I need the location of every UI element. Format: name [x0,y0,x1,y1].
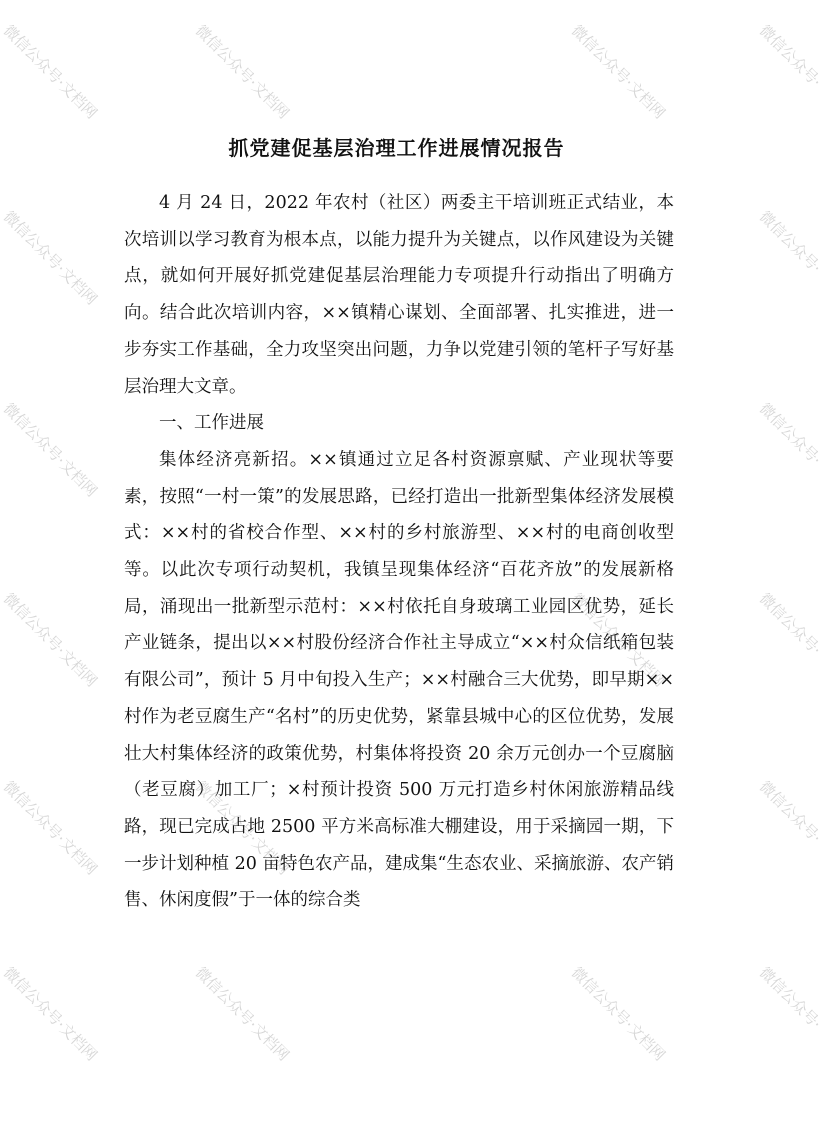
watermark-text: 微信公众号·文档网 [567,589,669,691]
watermark-text: 微信公众号· [755,589,825,659]
watermark-text: 微信公众号·文档网 [191,777,293,879]
watermark-text: 微信公众号·文档网 [191,21,293,123]
paragraph-intro: 4 月 24 日，2022 年农村（社区）两委主干培训班正式结业，本次培训以学习教育为根本点，以能力提升为关键点，以作风建设为关键点，就如何开展好抓党建促基层治理能力专项提升行动指出了明确方向。结合此次培训内容，××镇精心谋划、全面部署、扎实推进，进一步夯实工作基础，全力攻坚突出问题，力争以党建引领的笔杆子写好基层治理大文章。 [124,193,674,397]
document-body [124,185,674,919]
document-title: 抓党建促基层治理工作进展情况报告 [228,136,565,160]
section-heading: 一、工作进展 [159,413,264,434]
watermark-text: 微信公众号·文档网 [0,777,101,879]
watermark-text: 微信公众号·文档网 [0,21,101,123]
paragraph-collective-economy: 集体经济亮新招。××镇通过立足各村资源禀赋、产业现状等要素，按照“一村一策”的发展思路，已经打造出一批新型集体经济发展模式：××村的省校合作型、××村的乡村旅游型、××村的电商创收型等。以此次专项行动契机，我镇呈现集体经济“百花齐放”的发展新格局，涌现出一批新型示范村：××村依托自身玻璃工业园区优势，延长产业链条，提出以××村股份经济合作社主导成立“××村众信纸箱包装有限公司”，预计 5 月中旬投入生产；××村融合三大优势，即早期××村作为老豆腐生产“名村”的历史优势，紧靠县城中心的区位优势，发展壮大村集体经济的政策优势，村集体将投资 20 余万元创办一个豆腐脑（老豆腐）加工厂；×村预计投资 500 万元打造乡村休闲旅游精品线路，现已完成占地 2500 平方米高标准大棚建设，用于采摘园一期，下一步计划种植 20 亩特色农产品，建成集“生态农业、采摘旅游、农产销售、休闲度假”于一体的综合类 [124,449,674,911]
watermark-text: 微信公众号· [755,21,825,91]
watermark-text: 微信公众号·文档网 [0,589,101,691]
watermark-text: 微信公众号·文档网 [0,399,101,501]
watermark-text: 微信公众号· [755,207,825,277]
watermark-text: 微信公众号· [755,777,825,847]
watermark-text: 微信公众号·文档网 [567,963,669,1065]
watermark-text: 微信公众号· [755,963,825,1033]
watermark-text: 微信公众号· [755,399,825,469]
watermark-text: 微信公众号·文档网 [0,207,101,309]
watermark-text: 微信公众号·文档网 [191,963,293,1065]
watermark-text: 微信公众号·文档网 [567,21,669,123]
watermark-text: 微信公众号·文档网 [0,963,101,1065]
